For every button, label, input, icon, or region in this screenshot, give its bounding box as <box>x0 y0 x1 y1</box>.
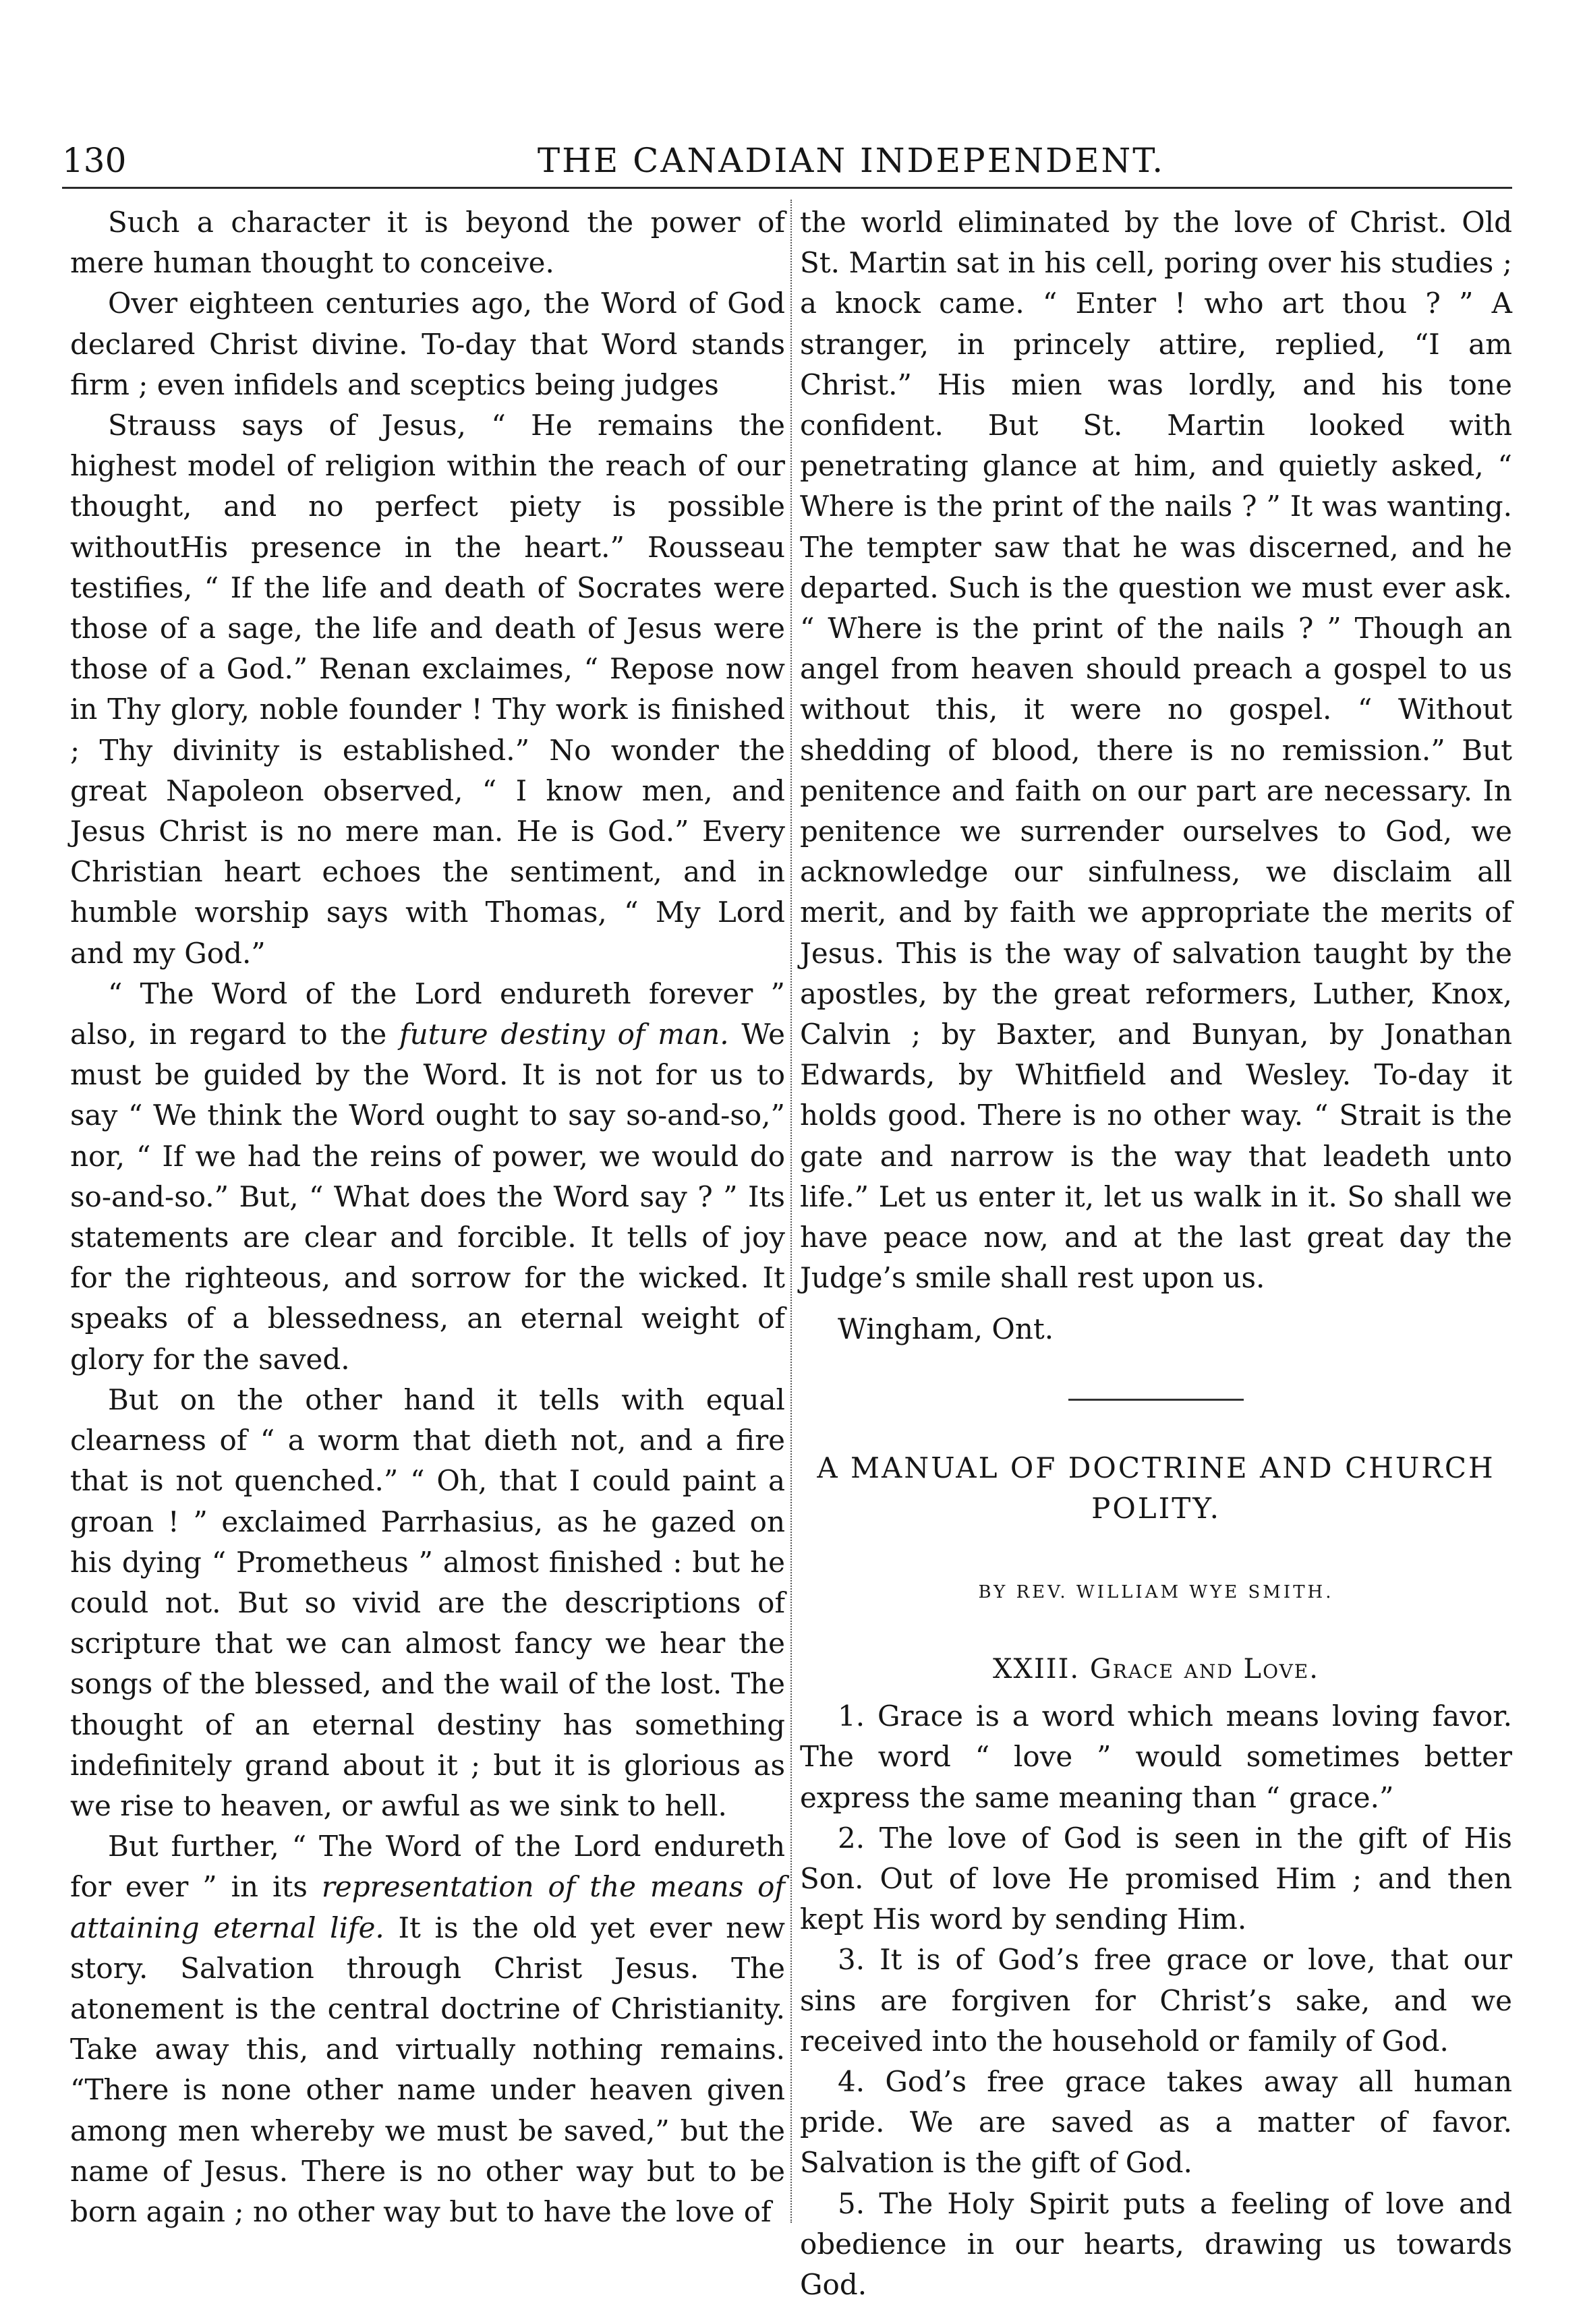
numbered-item: 5. The Holy Spirit puts a feeling of love and obedience in our hearts, drawing us towards God. <box>800 2186 1512 2301</box>
byline: BY REV. WILLIAM WYE SMITH. <box>978 1581 1334 1602</box>
paragraph: the world eliminated by the love of Christ. Old St. Martin sat in his cell, poring over his studies ; a knock came. “ Enter ! who art thou ? ” A stranger, in princely attire, replied, “I am Christ.” His mien was lordly, and his tone confident. But St. Martin looked with penetrating glance at him, and quietly asked, “ Where is the print of the nails ? ” It was wanting. The tempter saw that he was discerned, and he departed. Such is the question we must ever ask. “ Where is the print of the nails ? ” Though an angel from heaven should preach a gospel to us without this, it were no gospel. “ Without shedding of blood, there is no remission.” But penitence and faith on our part are necessary. In penitence we surrender ourselves to God, we acknowledge our sinfulness, we disclaim all merit, and by faith we appropriate the merits of Jesus. This is the way of salvation taught by the apostles, by the great reformers, Luther, Knox, Calvin ; by Baxter, and Bunyan, by Jonathan Edwards, by Whitfield and Wesley. To-day it holds good. There is no other way. “ Strait is the gate and narrow is the way that leadeth unto life.” Let us enter it, let us walk in it. So shall we have peace now, and at the last great day the Judge’s smile shall rest upon us. <box>800 206 1512 1295</box>
paragraph-text: But further, “ The Word of the Lord endureth for ever ” in its <box>70 1830 785 1904</box>
right-column <box>800 202 1512 2305</box>
page-number: 130 <box>62 141 127 180</box>
running-title: THE CANADIAN INDEPENDENT. <box>537 141 1165 180</box>
paragraph <box>70 974 785 1380</box>
paragraph: Strauss says of Jesus, “ He remains the highest model of religion within the reach of our thought, and no perfect piety is possible withoutHis presence in the heart.” Rousseau testifies, “ If the life and death of Socrates were those of a sage, the life and death of Jesus were those of a God.” Renan exclaimes, “ Repose now in Thy glory, noble founder ! Thy work is finished ; Thy divinity is established.” No wonder the great Napoleon observed, “ I know men, and Jesus Christ is no mere man. He is God.” Every Christian heart echoes the sentiment, and in humble worship says with Thomas, “ My Lord and my God.” <box>70 409 785 970</box>
section-number: XXIII. <box>993 1653 1080 1685</box>
column-divider <box>790 200 792 2223</box>
numbered-item: 2. The love of God is seen in the gift of His Son. Out of love He promised Him ; and then kept His word by sending Him. <box>800 1821 1512 1936</box>
paragraph-text: It is the old yet ever new story. Salvation through Christ Jesus. The atonement is the central doctrine of Christianity. Take away this, and virtually nothing remains. “There is none other name under heaven given among men whereby we must be saved,” but the name of Jesus. There is no other way but to be born again ; no other way but to have the love of <box>70 1911 785 2228</box>
numbered-item: 4. God’s free grace takes away all human pride. We are saved as a matter of favor. Salvation is the gift of God. <box>800 2064 1512 2180</box>
separator-rule <box>1068 1399 1244 1401</box>
numbered-item: 1. Grace is a word which means loving favor. The word “ love ” would sometimes better express the same meaning than “ grace.” <box>800 1700 1512 1814</box>
paragraph-text: We must be guided by the Word. It is not for us to say “ We think the Word ought to say so-and-so,” nor, “ If we had the reins of power, we would do so-and-so.” But, “ What does the Word say ? ” Its statements are clear and forcible. It tells of joy for the righteous, and sorrow for the wicked. It speaks of a blessedness, an eternal weight of glory for the saved. <box>70 1018 785 1376</box>
paragraph-text: “ The Word of the Lord endureth forever ” also, in regard to the <box>70 977 785 1051</box>
section-title: Grace and Love. <box>1089 1653 1319 1685</box>
article-title: A MANUAL OF DOCTRINE AND CHURCH POLITY. <box>817 1451 1495 1525</box>
paragraph <box>70 1826 785 2232</box>
section-heading <box>800 1649 1512 1689</box>
signature: Wingham, Ont. <box>838 1312 1054 1346</box>
paragraph: But on the other hand it tells with equal clearness of “ a worm that dieth not, and a fire that is not quenched.” “ Oh, that I could paint a groan ! ” exclaimed Parrhasius, as he gazed on his dying “ Prometheus ” almost finished : but he could not. But so vivid are the descriptions of scripture that we can almost fancy we hear the songs of the blessed, and the wail of the lost. The thought of an eternal destiny has something indefinitely grand about it ; but it is glorious as we rise to heaven, or awful as we sink to hell. <box>70 1383 785 1822</box>
page-header <box>62 138 1512 189</box>
italic-phrase: future destiny of man. <box>399 1018 729 1051</box>
paragraph: Such a character it is beyond the power of mere human thought to conceive. <box>70 206 785 280</box>
left-column <box>70 202 785 2232</box>
italic-phrase: representation of the means of attaining eternal life. <box>70 1870 786 1944</box>
paragraph: Over eighteen centuries ago, the Word of God declared Christ divine. To-day that Word stands firm ; even infidels and sceptics being judges <box>70 287 785 401</box>
numbered-item: 3. It is of God’s free grace or love, that our sins are forgiven for Christ’s sake, and we received into the household or family of God. <box>800 1943 1512 2058</box>
